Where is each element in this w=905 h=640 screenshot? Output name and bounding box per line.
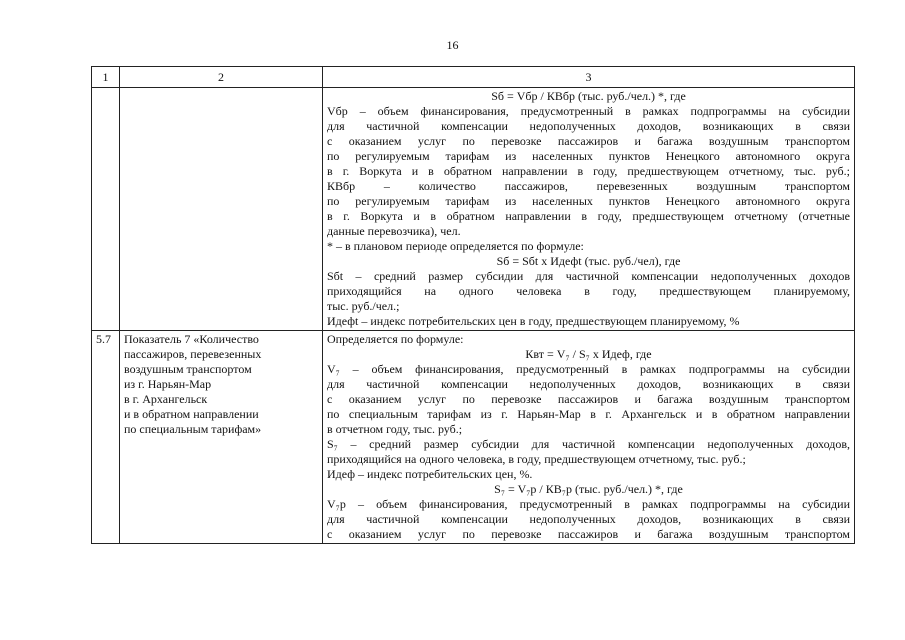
indicator-line: в г. Архангельск (124, 392, 208, 406)
header-col-2: 2 (120, 67, 323, 88)
method-text-5-7 (327, 332, 850, 542)
text-line: Определяется по формуле: (327, 332, 464, 346)
table-row-continued (92, 88, 855, 331)
text-line: Sб = Vбр / КВбр (тыс. руб./чел.) *, где (491, 89, 686, 103)
indicator-name-cell (120, 88, 323, 331)
text-line: в отчетном году, тыс. руб.; (327, 422, 463, 436)
indicator-line: по специальным тарифам» (124, 422, 262, 436)
text-line: для частичной компенсации недополученных доходов, возникающих в связи (327, 512, 850, 526)
text-line: приходящийся на одного человека, в году, предшествующем отчетному, тыс. руб.; (327, 452, 746, 466)
text-line: с оказанием услуг по перевозке пассажиров и багажа воздушным транспортом (327, 392, 850, 406)
method-cell (323, 88, 855, 331)
text-line: приходящийся на одного человека в году, предшествующем планируемому, (327, 284, 850, 298)
indicator-line: воздушным транспортом (124, 362, 252, 376)
text-line: с оказанием услуг по перевозке пассажиров и багажа воздушным транспортом (327, 134, 850, 148)
header-col-3: 3 (323, 67, 855, 88)
text-line: по регулируемым тарифам из населенных пунктов Ненецкого автономного округа (327, 149, 850, 163)
page-number: 16 (446, 38, 459, 52)
indicator-name-cell (120, 331, 323, 544)
indicator-line: из г. Нарьян-Мар (124, 377, 212, 391)
row-number-cell (92, 88, 120, 331)
text-line: в г. Воркута и в обратном направлении в году, предшествующем отчетному, тыс. руб.; (327, 164, 850, 178)
row-number-cell: 5.7 (92, 331, 120, 544)
method-cell (323, 331, 855, 544)
text-line: Идефt – индекс потребительских цен в году, предшествующем планируемому, % (327, 314, 740, 328)
text-line: Идеф – индекс потребительских цен, %. (327, 467, 533, 481)
header-col-1: 1 (92, 67, 120, 88)
text-line: данные перевозчика), чел. (327, 224, 461, 238)
text-line: для частичной компенсации недополученных доходов, возникающих в связи (327, 377, 850, 391)
text-line: Sбt – средний размер субсидии для частичной компенсации недополученных доходов (327, 269, 850, 283)
text-line: Vбр – объем финансирования, предусмотренный в рамках подпрограммы на субсидии (327, 104, 850, 118)
method-text-continued (327, 89, 850, 329)
text-line: S₇ = V₇р / КВ₇р (тыс. руб./чел.) *, где (494, 482, 683, 496)
text-line: * – в плановом периоде определяется по формуле: (327, 239, 584, 253)
text-line: тыс. руб./чел.; (327, 299, 400, 313)
indicator-line: и в обратном направлении (124, 407, 259, 421)
text-line: по специальным тарифам из г. Нарьян-Мар в г. Архангельск и в обратном направлении (327, 407, 850, 421)
table-row-5-7 (92, 331, 855, 544)
table-header-row (92, 67, 855, 88)
text-line: Sб = Sбt х Идефt (тыс. руб./чел), где (496, 254, 681, 268)
indicator-line: Показатель 7 «Количество (124, 332, 259, 346)
text-line: КВбр – количество пассажиров, перевезенных воздушным транспортом (327, 179, 850, 193)
text-line: S₇ – средний размер субсидии для частичной компенсации недополученных доходов, (327, 437, 850, 451)
text-line: по регулируемым тарифам из населенных пунктов Ненецкого автономного округа (327, 194, 850, 208)
text-line: с оказанием услуг по перевозке пассажиров и багажа воздушным транспортом (327, 527, 850, 541)
indicators-table (91, 66, 855, 544)
text-line: в г. Воркута и в обратном направлении в году, предшествующем отчетному (отчетные (327, 209, 850, 223)
text-line: Квт = V₇ / S₇ х Идеф, где (525, 347, 652, 361)
text-line: для частичной компенсации недополученных доходов, возникающих в связи (327, 119, 850, 133)
indicator-line: пассажиров, перевезенных (124, 347, 262, 361)
text-line: V₇ – объем финансирования, предусмотренный в рамках подпрограммы на субсидии (327, 362, 850, 376)
text-line: V₇р – объем финансирования, предусмотренный в рамках подпрограммы на субсидии (327, 497, 850, 511)
indicator-name-text (124, 332, 318, 437)
